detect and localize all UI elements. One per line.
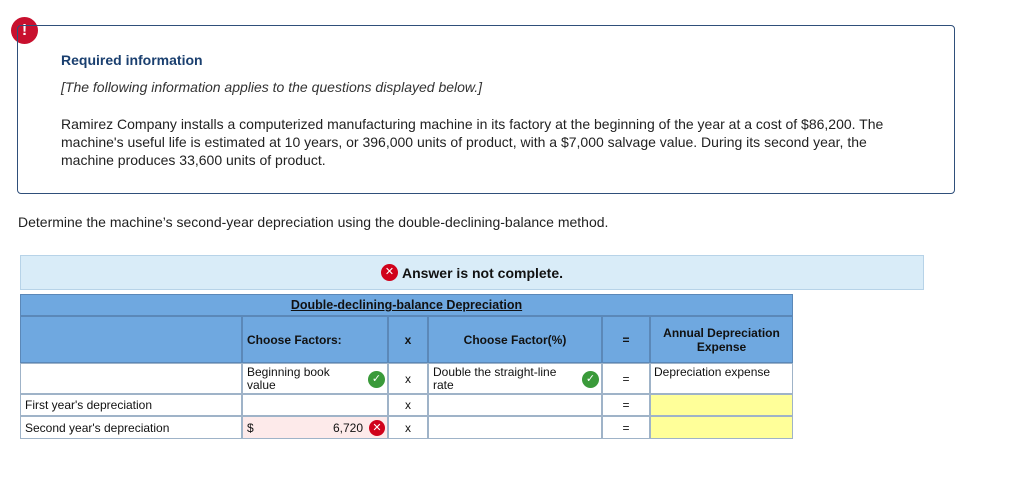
second-year-depreciation-input[interactable] bbox=[650, 416, 793, 439]
first-year-factor-input[interactable] bbox=[242, 394, 388, 416]
info-title: Required information bbox=[61, 52, 203, 68]
factor-select-beginning-book-value[interactable] bbox=[242, 363, 388, 394]
header-equals: = bbox=[602, 316, 650, 363]
correct-check-icon: ✓ bbox=[582, 371, 599, 388]
second-year-label: Second year's depreciation bbox=[20, 416, 242, 439]
required-information-box bbox=[17, 25, 955, 194]
alert-icon: ! bbox=[11, 17, 38, 44]
factor-pct-select-text: Double the straight-line rate bbox=[433, 365, 557, 392]
incorrect-icon: ✕ bbox=[369, 420, 385, 436]
first-year-label: First year's depreciation bbox=[20, 394, 242, 416]
answer-status-banner bbox=[20, 255, 924, 290]
ddb-depreciation-table bbox=[20, 294, 793, 441]
currency-symbol: $ bbox=[247, 421, 254, 435]
factor-select-text: Beginning book value bbox=[247, 365, 330, 392]
multiply-sign: x bbox=[388, 394, 428, 416]
first-year-depreciation-input[interactable] bbox=[650, 394, 793, 416]
first-year-pct-input[interactable] bbox=[428, 394, 602, 416]
incorrect-icon: ✕ bbox=[381, 264, 398, 281]
equals-sign: = bbox=[602, 394, 650, 416]
info-body: Ramirez Company installs a computerized manufacturing machine in its factory at the beginning of the year at a cost of $86,200. The machine's useful life is estimated at 10 years, or 396,000 units of product, with a $7,000 salvage value. During its second year, the machine produces 33,600 units of product. bbox=[61, 116, 884, 168]
info-note: [The following information applies to the questions displayed below.] bbox=[61, 79, 483, 95]
header-annual-depreciation: Annual Depreciation Expense bbox=[650, 316, 793, 363]
second-year-pct-input[interactable] bbox=[428, 416, 602, 439]
header-blank bbox=[20, 316, 242, 363]
second-year-factor-value: 6,720 bbox=[332, 421, 363, 435]
header-multiply: x bbox=[388, 316, 428, 363]
table-title: Double-declining-balance Depreciation bbox=[20, 294, 793, 316]
factor-pct-select-double-rate[interactable] bbox=[428, 363, 602, 394]
header-choose-factors: Choose Factors: bbox=[242, 316, 388, 363]
multiply-sign: x bbox=[388, 363, 428, 394]
header-choose-factor-pct: Choose Factor(%) bbox=[428, 316, 602, 363]
multiply-sign: x bbox=[388, 416, 428, 439]
question-text: Determine the machine’s second-year depreciation using the double-declining-balance method. bbox=[18, 214, 609, 230]
label-row-blank bbox=[20, 363, 242, 394]
correct-check-icon: ✓ bbox=[368, 371, 385, 388]
second-year-factor-input[interactable] bbox=[242, 416, 388, 439]
equals-sign: = bbox=[602, 416, 650, 439]
annual-label-cell: Depreciation expense bbox=[650, 363, 793, 394]
equals-sign: = bbox=[602, 363, 650, 394]
answer-status-text: Answer is not complete. bbox=[401, 264, 564, 281]
